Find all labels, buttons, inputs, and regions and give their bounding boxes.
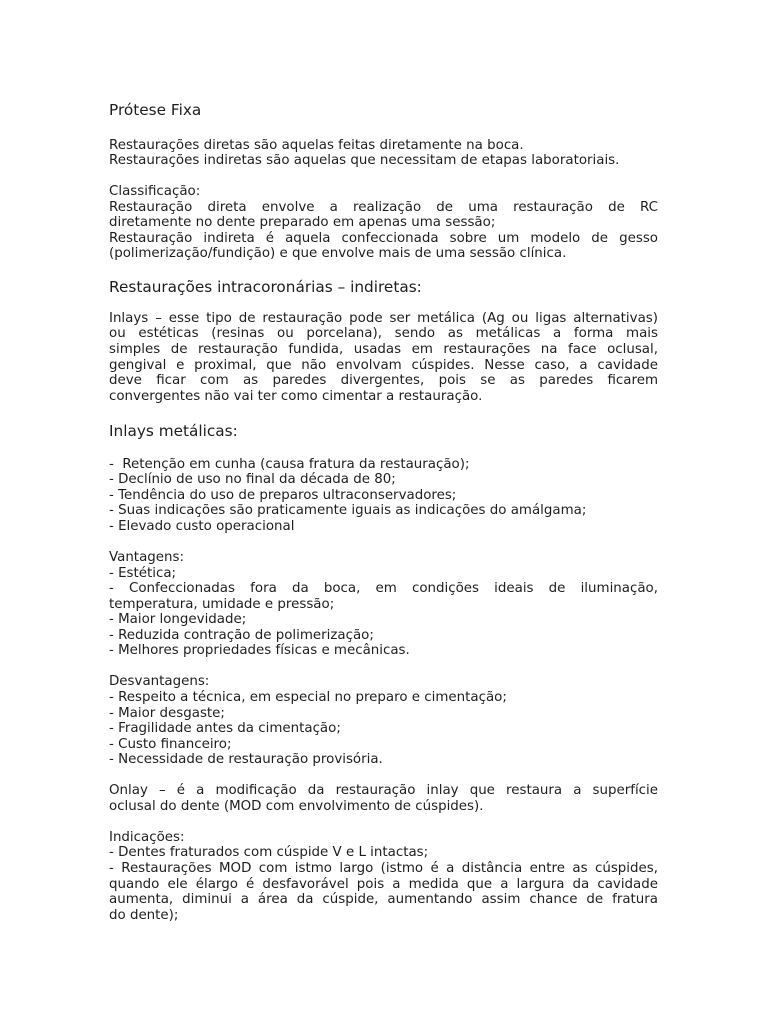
item-line: - Dentes fraturados com cúspide V e L intactas; <box>109 845 429 861</box>
spacer <box>109 768 658 784</box>
paragraph-line: convergentes não vai ter como cimentar a restauração. <box>109 388 483 404</box>
list-item: - Fragilidade antes da cimentação; <box>109 721 341 737</box>
paragraph-line: Restauração direta envolve a realização de uma restauração de RC <box>109 199 658 215</box>
section-intracoronarias <box>109 277 658 404</box>
item-line: - Estética; <box>109 565 177 581</box>
list-item: - Necessidade de restauração provisória. <box>109 752 383 768</box>
paragraph-line: Inlays – esse tipo de restauração pode ser metálica (Ag ou ligas alternativas) <box>109 310 658 326</box>
paragraph-line: Onlay – é a modificação da restauração inlay que restaura a superfície <box>109 783 658 799</box>
spacer <box>109 814 658 830</box>
section-indicacoes <box>109 830 658 923</box>
item-line: - Restaurações MOD com istmo largo (istmo é a distância entre as cúspides, <box>109 860 658 876</box>
list-item <box>109 581 658 612</box>
list-item <box>109 845 658 861</box>
document-body <box>109 100 658 923</box>
section-intro <box>109 138 658 169</box>
spacer <box>109 169 658 185</box>
list-item: - Tendência do uso de preparos ultraconservadores; <box>109 487 457 503</box>
classificacao-direta-paragraph <box>109 200 658 231</box>
spacer <box>109 441 658 457</box>
spacer <box>109 262 658 278</box>
section-inlays-metalicas <box>109 421 658 534</box>
paragraph-line: simples de restauração fundida, usadas em restaurações na face oclusal, <box>109 342 658 358</box>
item-line: do dente); <box>109 907 179 923</box>
section-desvantagens <box>109 674 658 767</box>
spacer <box>109 120 658 138</box>
item-line: - Melhores propriedades físicas e mecânicas. <box>109 643 410 659</box>
list-item: - Declínio de uso no final da década de 80; <box>109 472 396 488</box>
classificacao-indireta-paragraph <box>109 231 658 262</box>
list-item <box>109 566 658 582</box>
inlays-paragraph <box>109 311 658 404</box>
paragraph-line: ou estéticas (resinas ou porcelana), sendo as metálicas a forma mais <box>109 326 658 342</box>
intro-line: Restaurações indiretas são aquelas que necessitam de etapas laboratoriais. <box>109 153 620 169</box>
inlays-metalicas-heading: Inlays metálicas: <box>109 422 238 441</box>
indicacoes-label: Indicações: <box>109 829 185 845</box>
item-line: temperatura, umidade e pressão; <box>109 596 335 612</box>
section-vantagens <box>109 550 658 659</box>
list-item: - Respeito a técnica, em especial no preparo e cimentação; <box>109 689 507 705</box>
page-title: Prótese Fixa <box>109 101 202 119</box>
item-line: - Confeccionadas fora da boca, em condições ideais de iluminação, <box>109 581 658 597</box>
item-line: - Reduzida contração de polimerização; <box>109 627 374 643</box>
paragraph-line: gengival e proximal, que não envolvam cúspides. Nesse caso, a cavidade <box>109 357 658 373</box>
list-item <box>109 612 658 628</box>
item-line: - Maior longevidade; <box>109 612 247 628</box>
section-onlay <box>109 783 658 814</box>
spacer <box>109 534 658 550</box>
spacer <box>109 404 658 421</box>
list-item: - Maior desgaste; <box>109 705 225 721</box>
list-item: - Custo financeiro; <box>109 736 232 752</box>
list-item: - Elevado custo operacional <box>109 518 295 534</box>
list-item <box>109 628 658 644</box>
paragraph-line: oclusal do dente (MOD com envolvimento de cúspides). <box>109 798 484 814</box>
paragraph-line: (polimerização/fundição) e que envolve mais de uma sessão clínica. <box>109 246 567 262</box>
list-item <box>109 861 658 923</box>
paragraph-line: Restauração indireta é aquela confeccionada sobre um modelo de gesso <box>109 230 658 246</box>
item-line: aumenta, diminui a área da cúspide, aumentando assim chance de fratura <box>109 892 658 908</box>
intracoronarias-heading: Restaurações intracoronárias – indiretas: <box>109 278 422 297</box>
list-item: - Suas indicações são praticamente iguais as indicações do amálgama; <box>109 503 587 519</box>
intro-line: Restaurações diretas são aquelas feitas diretamente na boca. <box>109 137 524 153</box>
spacer <box>109 659 658 675</box>
paragraph-line: deve ficar com as paredes divergentes, pois se as paredes ficarem <box>109 373 658 389</box>
desvantagens-label: Desvantagens: <box>109 674 210 690</box>
section-classificacao <box>109 184 658 262</box>
paragraph-line: diretamente no dente preparado em apenas uma sessão; <box>109 215 496 231</box>
list-item <box>109 643 658 659</box>
vantagens-label: Vantagens: <box>109 550 184 566</box>
item-line: quando ele élargo é desfavorável pois a medida que a largura da cavidade <box>109 876 658 892</box>
list-item: - Retenção em cunha (causa fratura da restauração); <box>109 456 470 472</box>
classificacao-label: Classificação: <box>109 184 201 200</box>
spacer <box>109 297 658 311</box>
